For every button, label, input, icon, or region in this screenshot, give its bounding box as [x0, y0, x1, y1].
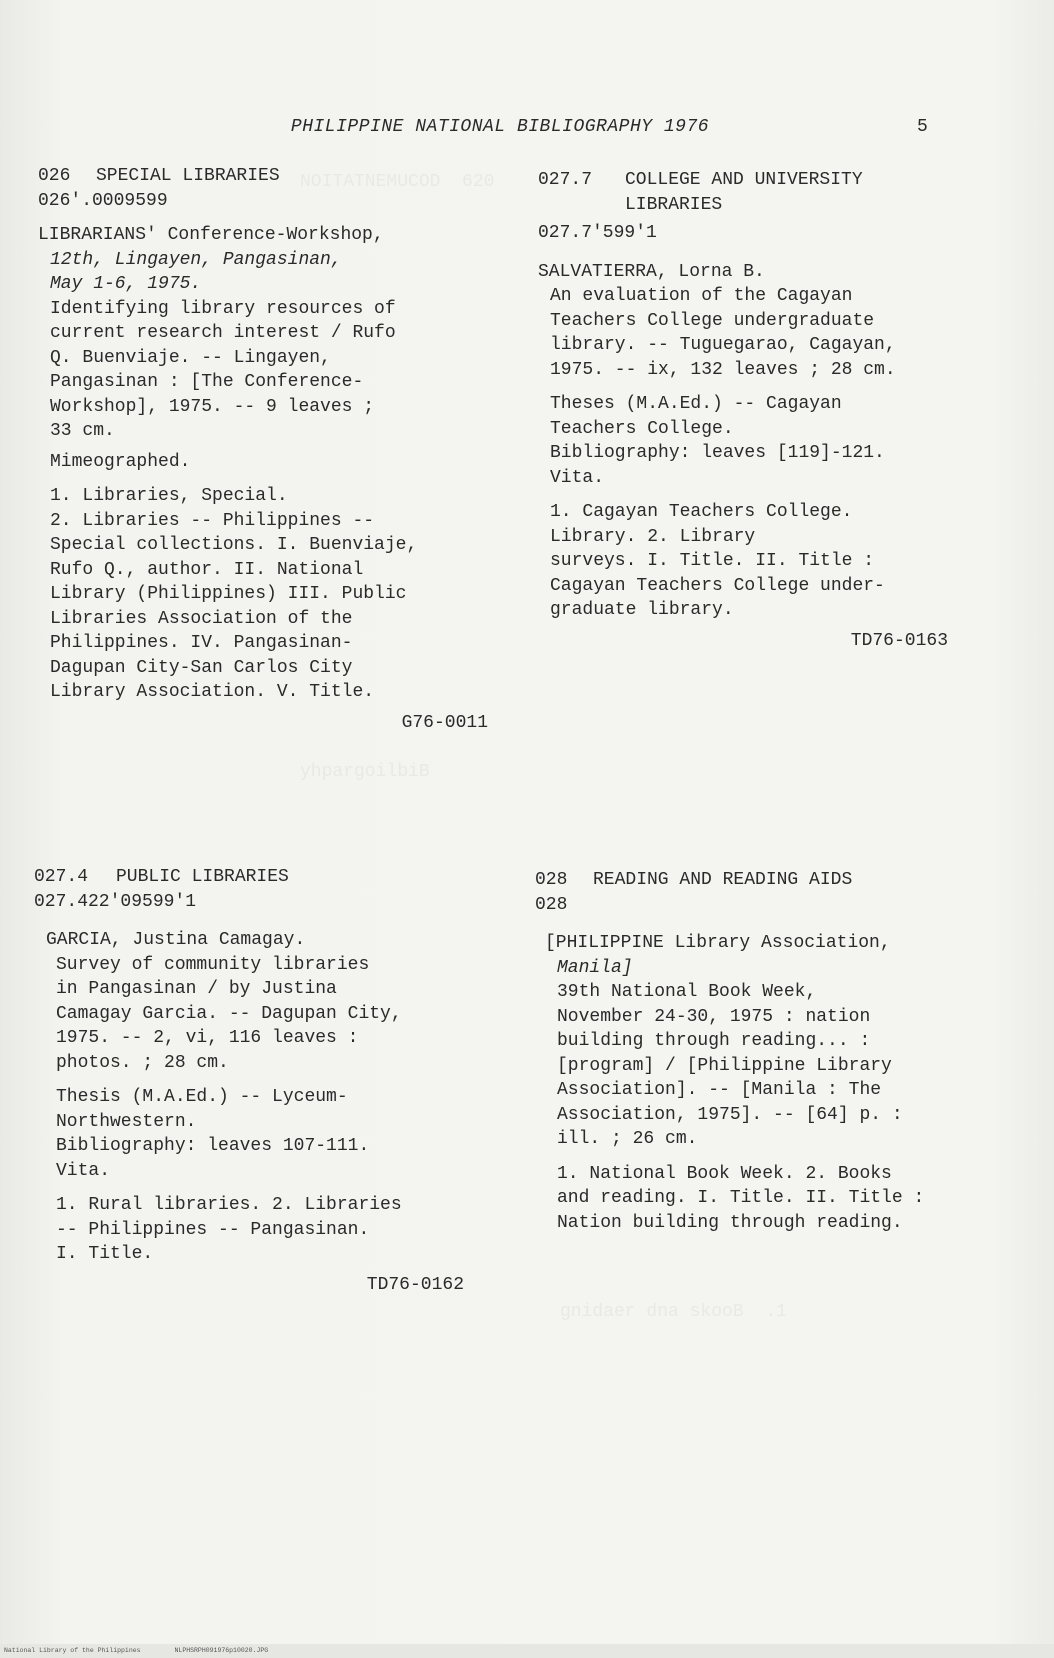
- control-number: TD76-0162: [366, 1274, 464, 1295]
- scan-footer: [0, 1644, 1054, 1658]
- text-line: Dagupan City-San Carlos City: [50, 657, 353, 678]
- text-line: graduate library.: [550, 600, 734, 620]
- tracings: [38, 484, 488, 735]
- text-line: Workshop], 1975. -- 9 leaves ;: [50, 396, 375, 417]
- notes: [34, 1085, 464, 1183]
- text-line: -- Philippines -- Pangasinan.: [56, 1219, 370, 1240]
- entry-027-4: [34, 865, 464, 1297]
- note-line: Teachers College.: [550, 418, 734, 439]
- text-line: Teachers College undergraduate: [550, 310, 875, 331]
- note-line: Vita.: [550, 467, 605, 488]
- section-heading: [38, 164, 488, 189]
- text-line: building through reading... :: [557, 1031, 871, 1051]
- note-line: Theses (M.A.Ed.) -- Cagayan: [550, 394, 842, 414]
- footer-source: National Library of the Philippines: [4, 1647, 141, 1654]
- text-line: [program] / [Philippine Library: [557, 1055, 892, 1076]
- entry-026: [38, 164, 488, 735]
- text-line: ill. ; 26 cm.: [557, 1129, 698, 1149]
- text-line: SALVATIERRA, Lorna B.: [538, 261, 765, 282]
- running-header: PHILIPPINE NATIONAL BIBLIOGRAPHY 1976: [290, 117, 710, 137]
- text-line: Manila]: [557, 957, 633, 978]
- note-line: Bibliography: leaves [119]-121.: [550, 443, 885, 463]
- note-line: Vita.: [56, 1160, 111, 1181]
- text-line: current research interest / Rufo: [50, 323, 396, 343]
- section-title: READING AND READING AIDS: [593, 870, 853, 890]
- text-line: 1. Libraries, Special.: [50, 486, 288, 506]
- text-line: 1. Rural libraries. 2. Libraries: [56, 1195, 402, 1215]
- entry-027-7: [538, 168, 948, 653]
- text-line: November 24-30, 1975 : nation: [557, 1006, 871, 1027]
- text-line: Cagayan Teachers College under-: [550, 575, 885, 596]
- text-line: 1. Cagayan Teachers College.: [550, 502, 853, 522]
- text-line: LIBRARIANS' Conference-Workshop,: [38, 225, 384, 245]
- text-line: GARCIA, Justina Camagay.: [46, 930, 306, 950]
- control-number: TD76-0163: [850, 630, 948, 651]
- text-line: Libraries Association of the: [50, 608, 353, 629]
- text-line: Library (Philippines) III. Public: [50, 584, 407, 604]
- text-line: and reading. I. Title. II. Title :: [557, 1188, 925, 1208]
- text-line: surveys. I. Title. II. Title :: [550, 551, 875, 571]
- text-line: [PHILIPPINE Library Association,: [545, 933, 891, 953]
- notes: [538, 392, 948, 490]
- text-line: Pangasinan : [The Conference-: [50, 372, 364, 392]
- main-entry: [538, 260, 948, 383]
- section-heading: [538, 168, 948, 217]
- entry-028: [535, 868, 1005, 1235]
- section-title: SPECIAL LIBRARIES: [96, 166, 280, 186]
- text-line: 33 cm.: [50, 421, 115, 441]
- control-number: G76-0011: [401, 712, 488, 733]
- section-heading: [535, 868, 1005, 893]
- page: NOITATNEMUCOD 620 yhpargoilbiB gnidaer dna skooB .1 PHILIPPINE NATIONAL BIBLIOGRAPHY 1976 5 026 SPECIAL LIBRARIES 026'.0009599 LIBRARIANS' Conference-Workshop, 12th, Lingayen, Pangasinan, May 1-6, 1975. Identifying library resources of current research interest / Rufo Q. Buenviaje. -- Lingayen, Pangasinan : [The Conference- Workshop], 1975. -- 9 leaves ; 33 cm. Mimeographed. 1. Libraries, Special. 2. Libraries -- Philippines -- Special collections. I. Buenviaje, Rufo Q., author. II. National Library (Philippines) III. Public Libraries Association of the Philippines. IV. Pangasinan- Dagupan City-San Carlos City Library Association. V. Title. G76-0011 027.7 COLLEGE AND UNIVERSITY LIBRARIES 027.7'599'1 SALVATIERRA, Lorna B. An evaluation of the Cagayan Teachers College undergraduate library. -- Tuguegarao, Cagayan, 1975. -- ix, 132 leaves ; 28 cm. Theses (M.A.Ed.) -- Cagayan Teachers College. Bibliography: leaves [119]-121. Vita. 1. Cagayan Teachers College. Library. 2. Library surveys. I. Title. II. Title : Cagayan Teachers College under- graduate library. TD76-0163 027.4 PUBLIC LIBRARIES 027.422'09599'1 GARCIA, Justina Camagay. Survey of community libraries in Pangasinan / by Justina Camagay Garcia. -- Dagupan City, 1975. -- 2, vi, 116 leaves : photos. ; 28 cm. Thesis (M.A.Ed.) -- Lyceum- Northwestern. Bibliography: leaves 107-111. Vita. 1. Rural libraries. 2. Libraries -- Philippines -- Pangasinan. I. Title. TD76-0162 028 READING AND READING AIDS 028 [PHILIPPINE Library Association, Manila] 39th National Book Week, November 24-30, 1975 : nation building through reading... : [program] / [Philippine Library Association]. -- [Manila : The Association, 1975]. -- [64] p. : ill. ; 26 cm. 1. National Book Week. 2. Books and reading. I. Title. II. Title : Nation building through reading. National Library of the Philippines NLPHSRPH091976p10020.JPG: [0, 0, 1054, 1658]
- text-line: May 1-6, 1975.: [50, 274, 202, 294]
- text-line: photos. ; 28 cm.: [56, 1052, 229, 1073]
- note-line: Northwestern.: [56, 1111, 197, 1132]
- section-number: 026: [38, 166, 71, 186]
- tracings: [34, 1193, 464, 1297]
- tracings: [538, 500, 948, 653]
- text-line: Camagay Garcia. -- Dagupan City,: [56, 1003, 402, 1024]
- section-number: 028: [535, 870, 568, 890]
- text-line: Philippines. IV. Pangasinan-: [50, 633, 353, 653]
- text-line: An evaluation of the Cagayan: [550, 286, 853, 306]
- footer-filename: NLPHSRPH091976p10020.JPG: [174, 1647, 269, 1654]
- text-line: Identifying library resources of: [50, 298, 396, 319]
- text-line: Special collections. I. Buenviaje,: [50, 535, 418, 555]
- main-entry: [34, 928, 464, 1075]
- text-line: Library. 2. Library: [550, 526, 756, 547]
- text-line: Rufo Q., author. II. National: [50, 559, 364, 580]
- main-entry: [38, 223, 488, 474]
- text-line: Association, 1975]. -- [64] p. :: [557, 1104, 903, 1125]
- text-line: 1975. -- ix, 132 leaves ; 28 cm.: [550, 359, 896, 380]
- text-line: library. -- Tuguegarao, Cagayan,: [550, 335, 896, 355]
- section-heading: [34, 865, 464, 890]
- class-number: 026'.0009599: [38, 190, 168, 211]
- text-line: Nation building through reading.: [557, 1212, 903, 1233]
- text-line: Association]. -- [Manila : The: [557, 1080, 882, 1100]
- text-line: in Pangasinan / by Justina: [56, 979, 337, 999]
- class-number: 027.7'599'1: [538, 223, 657, 243]
- class-number: 027.422'09599'1: [34, 891, 197, 912]
- text-line: Q. Buenviaje. -- Lingayen,: [50, 347, 331, 368]
- text-line: 12th, Lingayen, Pangasinan,: [50, 249, 342, 270]
- section-number: 027.4: [34, 867, 89, 887]
- page-number: 5: [917, 117, 928, 137]
- class-number: 028: [535, 894, 568, 915]
- text-line: 39th National Book Week,: [557, 982, 817, 1002]
- tracings: [535, 1162, 1005, 1236]
- main-entry: [535, 931, 1005, 1152]
- text-line: Survey of community libraries: [56, 954, 370, 975]
- text-line: 1. National Book Week. 2. Books: [557, 1163, 892, 1184]
- note-line: Thesis (M.A.Ed.) -- Lyceum-: [56, 1087, 348, 1107]
- text-line: Library Association. V. Title.: [50, 682, 375, 702]
- text-line: 2. Libraries -- Philippines --: [50, 510, 375, 531]
- note-line: Bibliography: leaves 107-111.: [56, 1136, 370, 1156]
- section-number: 027.7: [538, 170, 593, 190]
- text-line: 1975. -- 2, vi, 116 leaves :: [56, 1028, 359, 1048]
- note-line: Mimeographed.: [50, 451, 191, 472]
- section-title: COLLEGE AND UNIVERSITY LIBRARIES: [625, 170, 863, 215]
- text-line: I. Title.: [56, 1244, 154, 1264]
- section-title: PUBLIC LIBRARIES: [116, 867, 289, 887]
